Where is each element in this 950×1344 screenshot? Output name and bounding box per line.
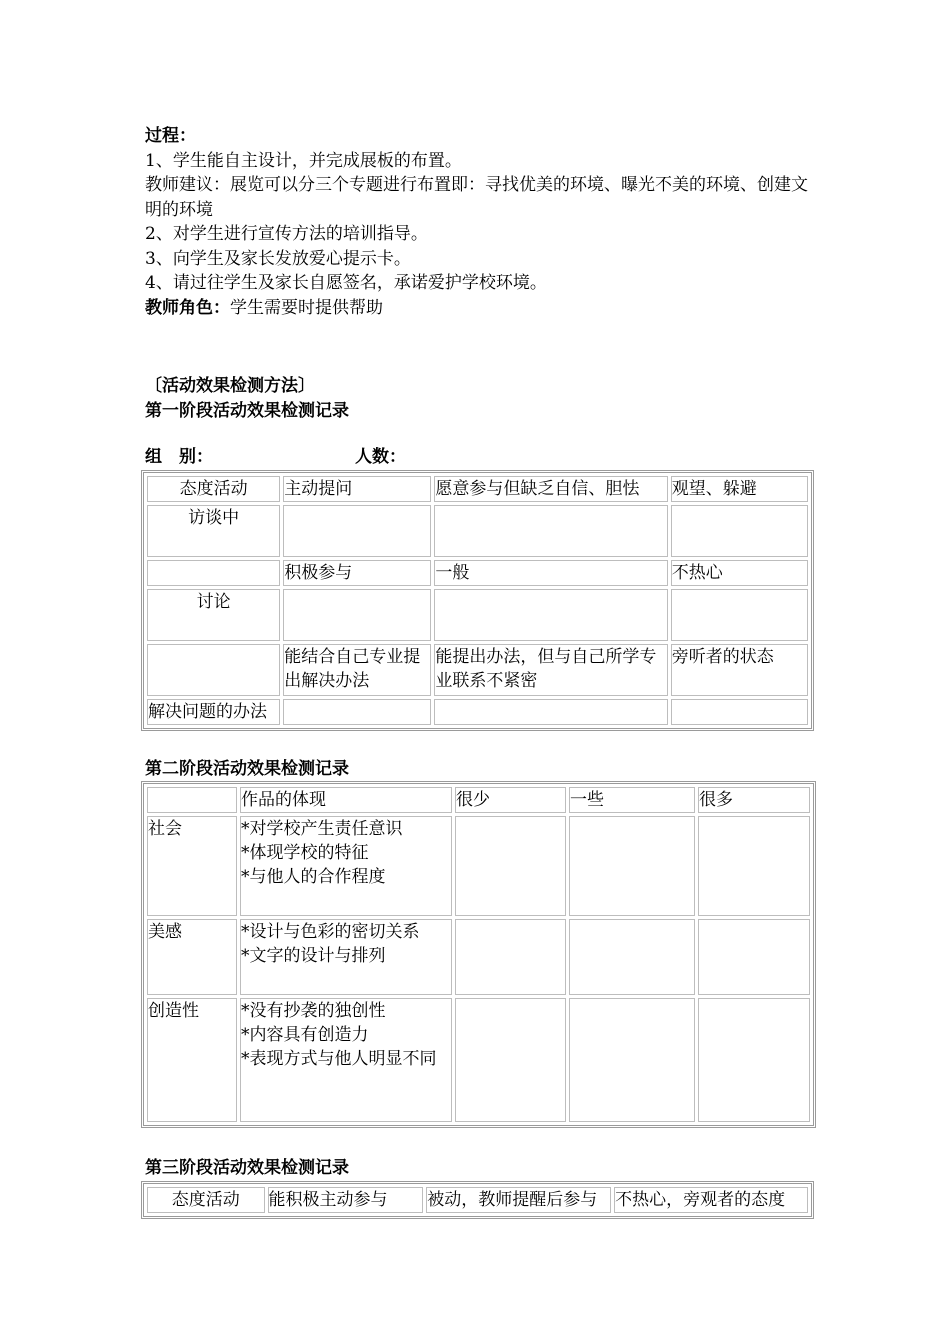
table-cell (434, 505, 667, 557)
table-cell: 态度活动 (147, 476, 280, 502)
process-line-4: 4、请过往学生及家长自愿签名，承诺爱护学校环境。 (145, 273, 547, 293)
table-cell: 观望、躲避 (671, 476, 808, 502)
table-cell (569, 919, 695, 995)
table-cell (698, 919, 810, 995)
table-cell (698, 816, 810, 916)
table-cell (671, 699, 808, 725)
table-cell: 解决问题的办法 (147, 699, 280, 725)
list-item: *与他人的合作程度 (241, 867, 386, 887)
table-cell (455, 816, 566, 916)
table-cell: 旁听者的状态 (671, 644, 808, 696)
list-item: *对学校产生责任意识 (241, 819, 403, 839)
group-count-line (145, 445, 815, 470)
table-cell (434, 589, 667, 641)
table-row (147, 1187, 808, 1213)
table-cell (671, 589, 808, 641)
process-line-3: 3、向学生及家长发放爱心提示卡。 (145, 248, 411, 269)
stage3-title: 第三阶段活动效果检测记录 (145, 1158, 349, 1178)
table-row (147, 505, 808, 557)
list-item: *表现方式与他人明显不同 (241, 1049, 437, 1069)
list-item: *内容具有创造力 (241, 1025, 369, 1045)
list-item: *体现学校的特征 (241, 843, 369, 863)
table-row (147, 998, 810, 1122)
process-line-2: 2、对学生进行宣传方法的培训指导。 (145, 224, 428, 244)
table-cell: 一些 (569, 787, 695, 813)
table-cell: 积极参与 (283, 560, 431, 586)
table-cell (698, 998, 810, 1122)
list-item: *文字的设计与排列 (241, 946, 386, 966)
table-cell: 不热心 (671, 560, 808, 586)
teacher-role-label: 教师角色： (145, 297, 230, 318)
table-cell (455, 998, 566, 1122)
list-item: *没有抄袭的独创性 (241, 1001, 386, 1021)
table-cell: 创造性 (147, 998, 237, 1122)
table-row (147, 816, 810, 916)
table-cell: 能积极主动参与 (268, 1187, 424, 1213)
table-cell (147, 787, 237, 813)
table-row (147, 589, 808, 641)
table-cell: 一般 (434, 560, 667, 586)
table-cell: 能结合自己专业提出解决办法 (283, 644, 431, 696)
teacher-suggestion: 教师建议：展览可以分三个专题进行布置即：寻找优美的环境、曝光不美的环境、创建文明的环境 (145, 175, 808, 220)
table-cell: 被动，教师提醒后参与 (426, 1187, 611, 1213)
table-cell (240, 816, 452, 916)
table-cell (283, 699, 431, 725)
table-cell: 主动提问 (283, 476, 431, 502)
table-cell: 美感 (147, 919, 237, 995)
table-cell (240, 998, 452, 1122)
table-row (147, 787, 810, 813)
table-cell: 不热心，旁观者的态度 (614, 1187, 808, 1213)
table-cell (147, 644, 280, 696)
teacher-role (145, 296, 815, 321)
stage2-table (141, 781, 816, 1128)
table-cell (434, 699, 667, 725)
table-cell (283, 505, 431, 557)
table-row (147, 644, 808, 696)
table-cell: 很少 (455, 787, 566, 813)
group-label: 组 别： (145, 447, 213, 467)
table-cell (147, 560, 280, 586)
stage3-table (141, 1181, 814, 1219)
table-cell: 社会 (147, 816, 237, 916)
table-cell (671, 505, 808, 557)
count-label: 人数： (355, 447, 406, 467)
stage2-title: 第二阶段活动效果检测记录 (145, 758, 349, 779)
table-cell (240, 919, 452, 995)
process-line-1: 1、学生能自主设计，并完成展板的布置。 (145, 150, 462, 171)
stage1-table (141, 470, 814, 731)
table-cell: 作品的体现 (240, 787, 452, 813)
stage1-title: 第一阶段活动效果检测记录 (145, 400, 349, 421)
table-cell (569, 816, 695, 916)
section-title: 〔活动效果检测方法〕 (145, 376, 315, 396)
table-cell: 很多 (698, 787, 810, 813)
table-cell: 态度活动 (147, 1187, 265, 1213)
table-row (147, 699, 808, 725)
table-cell: 能提出办法，但与自己所学专业联系不紧密 (434, 644, 667, 696)
table-row (147, 476, 808, 502)
table-cell: 愿意参与但缺乏自信、胆怯 (434, 476, 667, 502)
table-cell: 访谈中 (147, 505, 280, 557)
list-item: *设计与色彩的密切关系 (241, 922, 420, 942)
table-cell: 讨论 (147, 589, 280, 641)
process-heading: 过程： (145, 126, 196, 146)
document-page (145, 124, 815, 1219)
table-cell (569, 998, 695, 1122)
table-cell (455, 919, 566, 995)
table-cell (283, 589, 431, 641)
table-row (147, 919, 810, 995)
table-row (147, 560, 808, 586)
teacher-role-text: 学生需要时提供帮助 (230, 297, 383, 318)
